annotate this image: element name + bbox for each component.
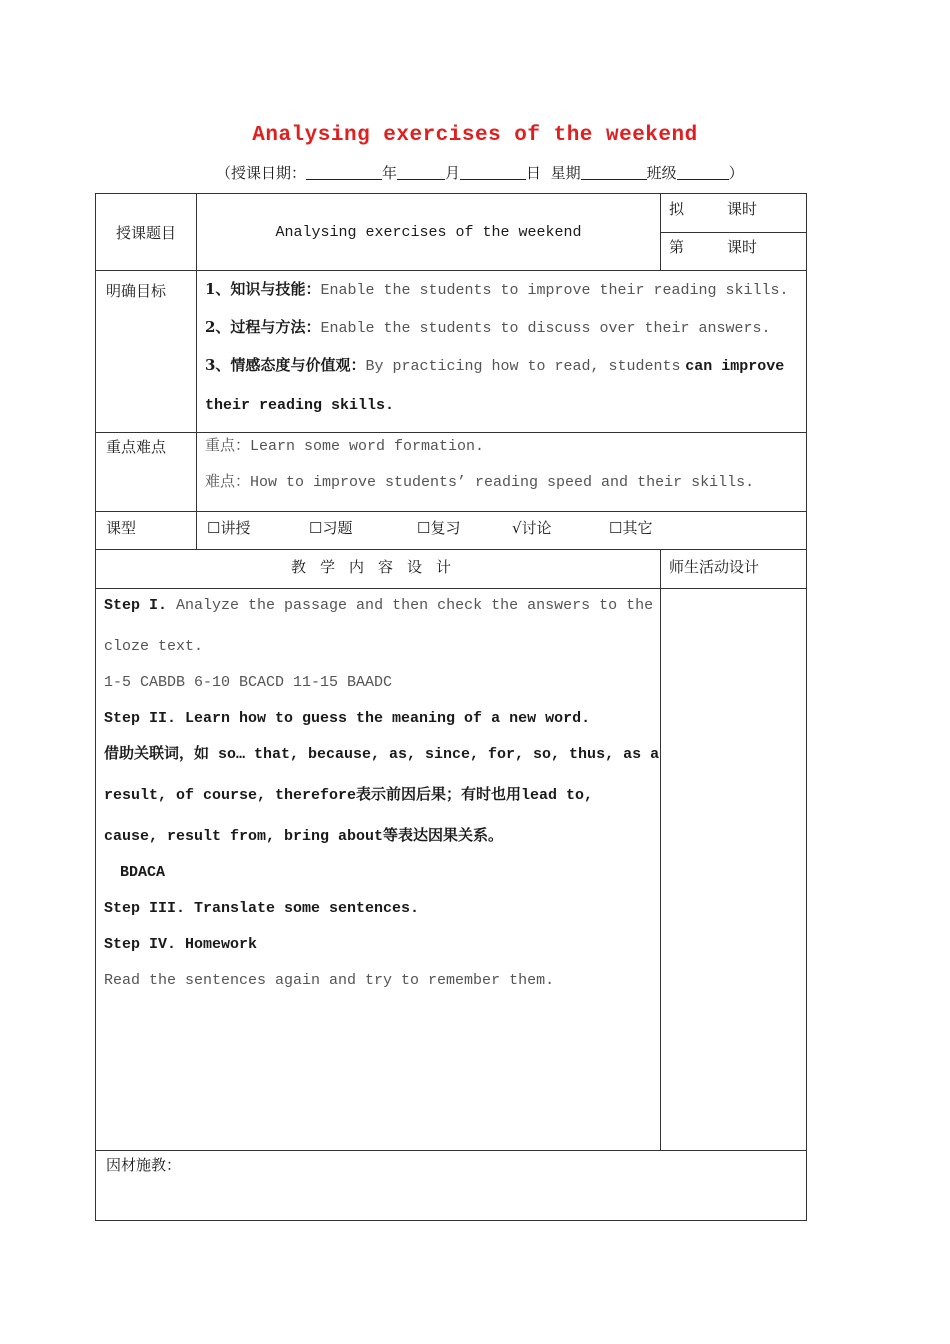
objective-1-head: 1、知识与技能： <box>205 280 321 298</box>
type-option-other[interactable]: ☐其它 <box>609 519 653 537</box>
activity-header: 师生活动设计 <box>661 550 807 589</box>
keypoint: 重点：Learn some word formation. <box>205 438 485 455</box>
keypoints-cell <box>197 433 807 512</box>
year-label: 年 <box>382 164 398 182</box>
date-blank <box>306 165 382 180</box>
keypoints-row <box>96 433 807 512</box>
day-label: 日 <box>526 164 542 182</box>
keypoints-label: 重点难点 <box>96 433 197 512</box>
step-2-answers: BDACA <box>120 864 166 881</box>
step-4: Step IV. Homework <box>104 936 258 953</box>
topic-value: Analysing exercises of the weekend <box>197 194 661 271</box>
seq-label-b: 课时 <box>727 238 758 256</box>
type-option-review[interactable]: ☐复习 <box>417 519 461 537</box>
date-open: （授课日期： <box>216 164 307 182</box>
content-header: 教学内容设计 <box>96 550 661 589</box>
week-blank <box>581 165 647 180</box>
topic-row <box>96 194 807 271</box>
planned-label-a: 拟 <box>669 200 685 218</box>
objective-3-text: By practicing how to read, students <box>365 358 681 375</box>
steps-cell <box>96 589 661 1151</box>
objective-3-bold: can improve <box>685 358 785 375</box>
week-label: 星期 <box>550 164 581 182</box>
period-sequence <box>661 233 806 267</box>
type-option-discussion[interactable]: √讨论 <box>512 519 552 537</box>
topic-label: 授课题目 <box>96 194 197 271</box>
objective-1 <box>205 271 798 309</box>
cloze-answers: 1-5 CABDB 6-10 BCACD 11-15 BAADC <box>104 674 393 691</box>
adapt-label: 因材施教： <box>96 1151 807 1221</box>
difficulty: 难点：How to improve students’ reading speed and their skills. <box>205 474 755 491</box>
step-1-head: Step I. <box>104 597 168 614</box>
objective-2-text: Enable the students to discuss over their answers. <box>320 320 771 337</box>
activity-cell <box>661 589 807 1151</box>
objective-2 <box>205 309 798 347</box>
class-blank <box>677 165 729 180</box>
steps-row <box>96 589 807 1151</box>
date-close: ） <box>728 164 744 182</box>
step-2-line-3: cause, result from, bring about等表达因果关系。 <box>104 828 504 845</box>
seq-label-a: 第 <box>669 238 685 256</box>
objectives-cell <box>197 271 807 433</box>
month-label: 月 <box>445 164 461 182</box>
step-2: Step II. Learn how to guess the meaning of a new word. <box>104 710 591 727</box>
step-3: Step III. Translate some sentences. <box>104 900 420 917</box>
day-blank <box>460 165 526 180</box>
step-2-line-1: 借助关联词，如 so… that, because, as, since, for, so, thus, as a <box>104 746 660 763</box>
type-options <box>197 512 807 550</box>
page-title: Analysing exercises of the weekend <box>252 124 698 147</box>
type-label: 课型 <box>96 512 197 550</box>
objectives-row <box>96 271 807 433</box>
type-option-lecture[interactable]: ☐讲授 <box>207 519 251 537</box>
homework: Read the sentences again and try to remember them. <box>104 972 555 989</box>
type-option-exercise[interactable]: ☐习题 <box>309 519 353 537</box>
step-1-text: Analyze the passage and then check the answers to the <box>176 597 654 614</box>
class-label: 班级 <box>646 164 677 182</box>
step-1-continued: cloze text. <box>104 638 204 655</box>
lesson-plan-table <box>95 193 807 1221</box>
type-row <box>96 512 807 550</box>
objective-3 <box>205 347 798 385</box>
step-1 <box>104 593 652 619</box>
month-blank <box>397 165 445 180</box>
date-line <box>216 162 744 183</box>
planned-periods <box>661 194 806 233</box>
step-2-line-2: result, of course, therefore表示前因后果；有时也用lead to, <box>104 787 594 804</box>
period-cell <box>661 194 807 271</box>
objective-1-text: Enable the students to improve their reading skills. <box>320 282 789 299</box>
adapt-row <box>96 1151 807 1221</box>
planned-label-b: 课时 <box>727 200 758 218</box>
objective-2-head: 2、过程与方法： <box>205 318 321 336</box>
content-header-row <box>96 550 807 589</box>
objective-3-continued: their reading skills. <box>205 397 395 414</box>
objective-3-head: 3、情感态度与价值观： <box>205 356 366 374</box>
objectives-label: 明确目标 <box>96 271 197 433</box>
